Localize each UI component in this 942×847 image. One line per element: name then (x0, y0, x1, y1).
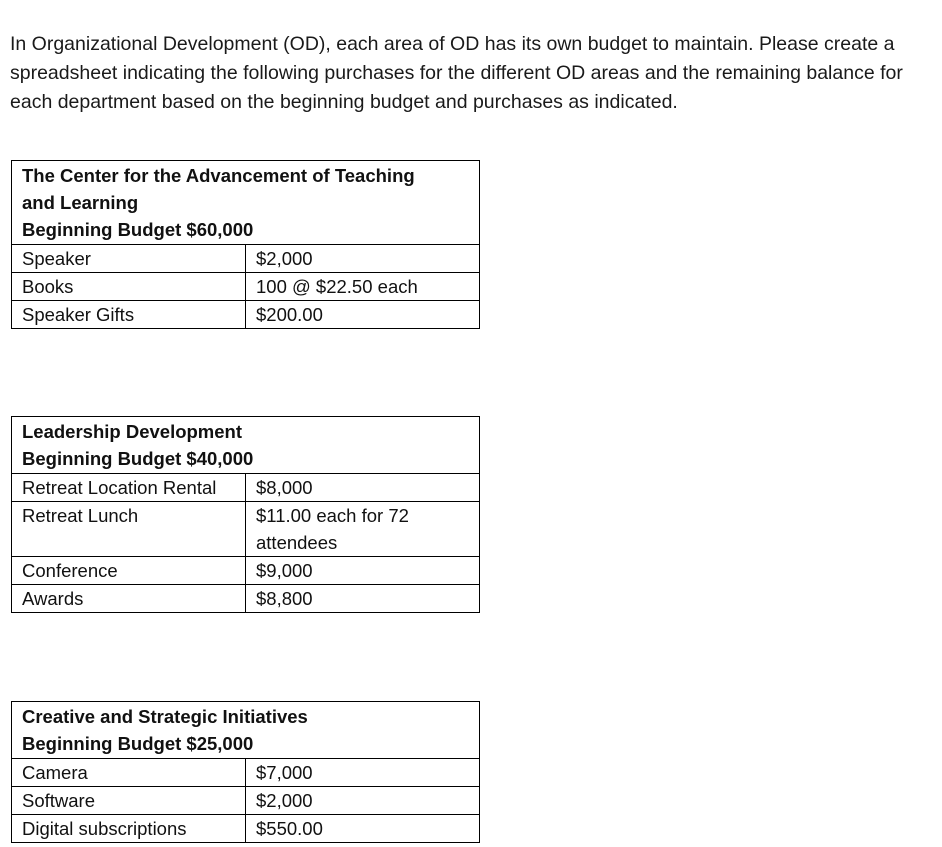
department-title-line: and Learning (22, 192, 139, 213)
item-cell: Conference (12, 557, 246, 585)
table-row (12, 474, 480, 502)
beginning-budget: Beginning Budget $25,000 (22, 733, 254, 754)
item-cell: Software (12, 787, 246, 815)
cost-cell: $550.00 (246, 815, 480, 843)
item-cell: Retreat Location Rental (12, 474, 246, 502)
cost-cell (246, 502, 480, 557)
cost-cell: $7,000 (246, 759, 480, 787)
table-header (12, 417, 480, 474)
budget-table-teaching-learning (11, 160, 480, 329)
cost-cell: $8,800 (246, 585, 480, 613)
cost-cell: $8,000 (246, 474, 480, 502)
item-cell: Camera (12, 759, 246, 787)
item-cell: Retreat Lunch (12, 502, 246, 557)
cost-cell: $2,000 (246, 245, 480, 273)
table-header (12, 702, 480, 759)
item-cell: Awards (12, 585, 246, 613)
department-title-line: Creative and Strategic Initiatives (22, 706, 308, 727)
table-header (12, 161, 480, 245)
beginning-budget: Beginning Budget $40,000 (22, 448, 254, 469)
cost-cell: $9,000 (246, 557, 480, 585)
cost-line: attendees (256, 532, 338, 553)
department-title-line: The Center for the Advancement of Teaching (22, 165, 415, 186)
cost-cell: $200.00 (246, 301, 480, 329)
item-cell: Digital subscriptions (12, 815, 246, 843)
budget-table-leadership-development (11, 416, 480, 613)
item-cell: Speaker Gifts (12, 301, 246, 329)
table-row (12, 273, 480, 301)
department-title-line: Leadership Development (22, 421, 243, 442)
budget-table-creative-strategic (11, 701, 480, 843)
table-row (12, 759, 480, 787)
cost-cell: $2,000 (246, 787, 480, 815)
item-cell: Books (12, 273, 246, 301)
cost-cell: 100 @ $22.50 each (246, 273, 480, 301)
table-row (12, 585, 480, 613)
table-row (12, 301, 480, 329)
table-row (12, 502, 480, 557)
table-row (12, 557, 480, 585)
table-row (12, 245, 480, 273)
beginning-budget: Beginning Budget $60,000 (22, 219, 254, 240)
table-row (12, 815, 480, 843)
item-cell: Speaker (12, 245, 246, 273)
cost-line: $11.00 each for 72 (256, 505, 409, 526)
table-row (12, 787, 480, 815)
instructions-paragraph: In Organizational Development (OD), each area of OD has its own budget to maintain. Please create a spreadsheet indicating the following purchases for the different OD areas and the remaining balance for each department based on the beginning budget and purchases as indicated. (10, 32, 903, 113)
